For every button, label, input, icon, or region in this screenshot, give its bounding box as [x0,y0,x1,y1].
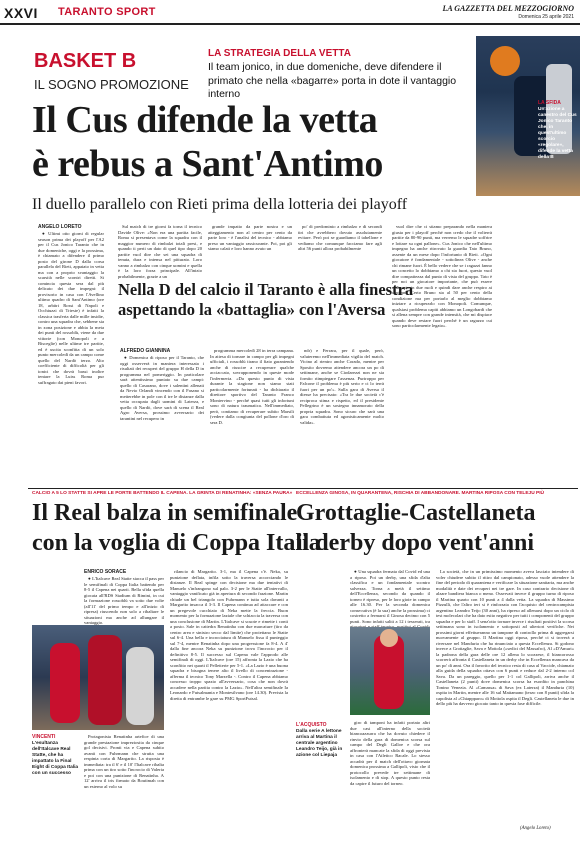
futsal-caption: L'esultanza dell'Italcave Real Statte, che ha impattato la Final Eight di Coppa Italia con un successo [32,741,79,776]
top-kicker-promotion: IL SOGNO PROMOZIONE [34,77,189,92]
acquisition-photo [350,627,430,715]
basket-caption: Un'azione a canestro del Cus Jonico Taranto che, in quest'ultimo scorcio «regolare», difende la vetta della B [538,107,577,160]
acquisition-caption: Dalla serie A lettone arriva al Martina il centrale argentino Leandro Teijo, già in azione col Liepaja [296,729,343,758]
byline-sorace: ENRICO SORACE [84,569,127,575]
page-number: XXVI [4,5,38,21]
top-kicker-basket: BASKET B [34,50,137,72]
article-real-col1: ● L'Italcave Real Statte stacca il pass per le semifinali di Coppa Italia battendo per 8-5 il Capena nei quarti. Bella sfida quella giocata all'RDS Stadium di Rimini, in cui la formazione rossoblù va sotto due volte (all'11' del primo tempo e all'inizio di ripresa) riuscendo non solo a ribaltare le situazioni ma anche ad allungare il vantaggio. [84,576,164,625]
article-grottaglie-col2: La società, che in un primissimo momento aveva lasciato intendere di voler chiudere subito il ritiro dal campionato, adesso vuole attendere la fine del periodo di quarantena e verificare la situazione sanitaria, ma anche modalità e date dei recuperi nei tre gare. In caso contrario decisione di alzare bandiera bianca o meno. Osservati invece il gruppo turno di riposo il Martina quarto con 10 punti a 4 dalla vetta. La squadra di Massimo Pizzulli, che l'altro ieri si è rinforzata con l'acquisto del centrocampista argentino Leandro Teijo (30 anni), ha ripreso ad allenarsi dopo un ciclo di test molecolari che ha dato esito negativo per tutti i componenti del gruppo squadra e per lo staff. I senz'otto tornare invece i risultati positivi la scorsa settimana sono in isolamento e sottoposti ad ulteriori verifiche. Nei prossimi giorni effettueranno un tampone di controllo prima di aggregarsi nuovamente al gruppo. Il Martina oggi riposa, perché ci si troverà a riversare nel Manduria che ha rinunciato a questa Eccellenza. Si godono invece a Grottaglie, Sava e Mottola («sedici del Massafro), Al «D'Amuri» la padrona della gara delle ore 12 allena lo scozzese, il biancorosso scorrerà affronta il Castellaneta in un derby che in Eccellenza mancava da un po' di anni. Ora il favorito del tecnico resta di casa al Vaccide, chiamato alla guida della squadra ottava con 6 punti e reduce dal 2-2 interno col Sava. Da un pareggio, quello per 1-1 col Gallipoli, arriva anche il Castellaneta (2 punti) dove domenica scorsa ha esordito in panchina Tonino Venezia. Al «Camassa» di Sava (ex Laterza) il Manduria (10) ospita in Martin, mentre alle 16 sul Mattamano (terzo con 8 punti) sfida la capolista al «Chiappparo» di Mottola ospita il Degli. Castellaneta le due in dello più ha davvero giocato tanto in questa fase difficile. [436,569,574,706]
header-rule [0,23,580,25]
article-cus-col4: po' di predominio a rimbalzo e di secondi tiri che avrebbero dovuto assolutamente evitare. Però poi se guardiamo il tabellone e vediamo che comunque facciamo fare agli altri 56 punti allora probabilmente [298,224,382,251]
article-cus-col5: vuol dire che ci stiamo preparando nella maniera giusta per i playoff perché non credo che il volterrà partite da 80-90 punti, ma verremo le squadre soffrire e lottare su ogni pallone». Cus Jonico che nell'ultimo impegno ha anche ritrovato la guardia Tato Bruno, assente da un mese dopo l'infortunio di Rieti. «Ogni giocatore è fondamentale - sottolinea Olive - anche chi rimane fuori. È bello vedere che se i ragazzi fanno un concetto lo dobbiamo a chi sta fuori, questo vuol dire compattezza dal punto di vista del gruppo. Tato è per noi un giocatore importante, che può essere utilizzato in due ruoli e quindi dare anche respiro ai capitani. Certo Bruno sta al 50 per cento della condizione ma per portarlo al meglio dobbiamo iniziare a ricuperarlo con Monopoli. Comunque, qualsiasi problema capiti abbiamo un Longobardi che si allena sempre con grande intensità, che mi dispiace quando deve restare fuori perché è un ragazzo cui sono particolarmente legato». [392,224,492,328]
signature: (Angelo Loreto) [520,826,551,831]
kicker-real-statte: CALCIO A 5 LO STATTE SI APRE LE PORTE BATTENDO IL CAPENA. LA GRINTA DI RENATINHA: «SENZA PAURA» [32,491,293,496]
page-header [0,0,580,24]
kicker-eccellenza: ECCELLENZA GINOSA, IN QUARANTENA, RISCHIA DI ABBANDONARE. MARTINA RIPOSA CON TELEJU PIÙ [296,491,545,496]
headline-cus-line1: Il Cus difende la vetta [32,99,378,141]
acquisition-caption-title: L'ACQUISTO [296,722,327,728]
headline-grottaglie-line1: Grottaglie-Castellaneta [296,500,536,526]
article-taranto-col1: ● Domenica di riposo per il Taranto, che oggi osserverà in maniera interessata i risultati dei recuperi del gruppo H della D in programma nel pomeriggio. In particolare sarà attentissimo puntato su due campi: quello di Casarano, dove i salentini allenati da Nevio Orlandi vincendo con il Fasano si metterebbe in pole con il tre le distanze dalla vetta occupata dagli uomini di Laterza, e quello di Nardò, dove sarà di scena il Real Agro Aversa, prossimo avversario dei tarantini nel recupero in [120,355,204,421]
article-grottaglie-col1: ● Una squadra fermata dal Covid ed una a riposo. Poi un derby, una sfida d'alta classifica e un fondamentale scontro salvezza. Torna a metà il settimo dell'Eccellenza, secondo da quando il torneo è ripreso, per le loro gioie in campo alle 16.30. Per la seconda domenica consecutiva (è la sua) anche la prossima) ci costretto a fermarsi il Ginosa decimo con 5 punti. Sono infatti saliti a 12 i tesserati, tra [350,569,430,624]
futsal-photo [32,625,164,730]
article-taranto-col2: programma mercoledì 28 in terra campana. In attesa di tornare in campo per gli impegni ufficiali, i rossoblù tirano il fiato garantendo anche di riuscire a recuperare qualche acciaccato, sovrapponendo in queste mode l'infermeria. «Da questo punto di vista durante la stagione non siamo stati particolarmente fortunati - ha dichiarato il direttore sportivo del Taranto Franco Montervino - perché quasi tutti gli infortuni sono di natura traumatica. Nell'immediato, però, contiamo di recuperare subito Marsili (vedere dalla congiunta del pollone d'oro di sera D. [210,348,294,425]
basket-caption-title: LA SFIDA [538,100,561,106]
headline-real-line2: con la voglia di Coppa Italia [32,530,321,556]
strategy-title: LA STRATEGIA DELLA VETTA [208,48,351,59]
byline-loreto: ANGELO LORETO [38,224,82,230]
byline-giannina: ALFREDO GIANNINA [120,348,171,354]
headline-taranto-line2: aspettando la «battaglia» con l'Aversa [118,300,386,319]
futsal-caption-title: VINCENTI [32,734,56,740]
headline-taranto-line1: Nella D del calcio il Taranto è alla finestra [118,280,414,299]
article-taranto-col3: ndr) e Ferrara, per il quale, però, valuteremo nell'immediata vigilia del match. Vicino al rientro anche Corado, mentre per Sposito dovremo attendere ancora un po di settimane, anche se Ciodarezzi non ne sia fornito riimpiegare l'assenza. Purtroppo per Falcone il problema è più serio e ci lo terrà fuori per un po'». Sulla gara di Aversa il diesse ha precisato: «Tra le due società c'è reciproca stima e rispetto, ed il presidente Pellegrino è un sostegno innamorato della propria squadra. Sono sicuro che sarà una gara combattuta ed agonisticamente molto valida». [300,348,384,425]
section-divider [28,488,578,489]
headline-cus-line2: è rebus a Sant'Antimo [32,143,383,185]
section-name: TARANTO SPORT [58,6,156,18]
issue-date: Domenica 25 aprile 2021 [518,14,574,20]
headline-grottaglie-line2: il derby dopo vent'anni [296,530,535,556]
article-cus-col1: ● Ultimi otto giorni di regular season prima dei playoff per l'A2 per il Cus Jonico Taranto che in due domeniche, oggi e la prossima, è chiamato a difendere il primo posto del girone D dalla corsa parallela del Rieti, appaiato in vetta ma con a proprio svantaggio la scarsità nelle scontri diretti. Si comincia questa sera dal più delicato dei due impegni: il provisorio in casa con l'Avellino ultimo quadro di Sant'Antimo (ore 18, arbitri Rossi di Napoli e Occhiuzzi di Trieste) è infatti la classica trasferta dalle mille insidie, contro una squadra che, sebbene sia in zona posizione e abbia la meta dei punti del rossoblù, viene da due vittorie (con Monopoli e a Bisceglie) nelle ultime tre partite, ed è uscita sconfitta di un solo punto mercoledì da un campo come quello del Nardò terzo. Alto coefficiente di difficoltà per gli ionici che dovrà bassi inoltre tentare la Luiss Roma pur suffragato dai pieni favori. [38,231,104,385]
subheadline-cus: Il duello parallelo con Rieti prima della lotteria dei playoff [32,196,408,213]
article-cus-col3: grande impatto da parte nostra e un atteggiamento non al centro per cento da parte loro - è l'analisi del tecnico - abbiamo preso un vantaggio rassicurante. Poi, poi gli siamo calati e loro hanno avuto un [208,224,292,251]
article-grottaglie-col1b: giro di tamponi ha infatti portato altri due casi all'interno della società biancoazzurra che ha dovuto chiedere il rinvio della gara di domenica scorsa sul campo del Degli Galloe e che ora affronterà mancate la sfida di oggi prevista in casa con l'Atletico Racale. Lo stesso accadrà per il match dell'ottavo giornata domenica prossima a Gallipoli, visto che il protocollo prevede tre settimane di isolamento e di stop. A questo punto resta da capire il futuro del torneo. [350,720,430,786]
strategy-text: Il team jonico, in due domeniche, deve difendere il primato che nella «bagarre» porta in dote il vantaggio interno [208,61,457,100]
article-real-col1b: Protagonista Renatinha artefice di una grande prestazione impreziosita da cinque gol decisivi. Pronti via e Capena subito avanti con Fuhrmann che strutta una respinta corta di Margarito. La risposta è immediata: tra il 6' e il 10' l'Italcave ribalta prima con un tiro sotto l'incrocio di Valeria e poi con una punizione di Renatinha. A 12' arriva il tris firmato da Boutimah con un esterno al volo su [84,734,164,789]
headline-real-line1: Il Real balza in semifinale [32,500,298,526]
newspaper-name: LA GAZZETTA DEL MEZZOGIORNO [442,4,574,13]
article-cus-col2: Sul match di tre giorni fa torna il tecnico Davide Olive: «Non era una partita facile, Roma si presentava come la squadra con il maggior numero di rimbalzi totali presi, e quando ti perti un dato di quel tipo dopo 20 partite vuol dire che sei una squadra di tenuta, dura e intensa nel pitturato. Loro vanno a rimbalzo con cinque uomini e quella è la loro forza principale. All'inizio probabilmente, grazie a un [118,224,202,279]
article-real-col2: rilancio di Margarito. 3-1, ma il Capena c'è. Neka, su punizione deflata, infila sotto la traversa accorciando le distanze. Il Real spinge con decisione ma due tentativi di Manuelo s'infrangono sul palo. 3-2 per le Statte all'intervallo, vantaggio vanificato già in apertura di secondo frazione. Martin chiude un bel triangolo con Fuhrmann e tutta sola davanti a Margarito insacca il 3-3. Il Capena continua ad attaccare e con un pregevole cucchiaio di Neka mette la freccia. Buon momento per la formazione laziale che schiaccia la traversa con una conclusione di Martin. L'Italcave si scuote e rimette i conti a posto. Sale in cattedra Renatinha con due marcature (tiro da centro area e sinistro secco dal limite) che proiettano le Statte sul 6-4. Una bella e incrociatura di Manuelo fissa il punteggio sul 7-4, mentre Renatinha dopo una progressione fa 8-4. A 4' dalla fine ancora Neka su punizione trova l'incrocio per il definitivo 8-5. Il successo sul Capena vale l'approdo alle semifinali di oggi. L'Italcave (ore 15) affronta la Lazio che ha sconfitto nei quarti il Pelletterie per 5-1. «La Lazio è una buona squadra e bisogna tenere alto il livello di concentrazione - afferma il tecnico Tony Marzella -. Contro il Capena abbiamo concesso troppo spazio all'avversario, cosa che non dovrà accadere nella partita contro la Lazio». Nell'altra semifinale Ia Leonardo e Futsalmania e Montesilvano (ore 14.30). Prevista la diretta di entrambe le gare su PMG SportFutsal. [170,569,288,701]
